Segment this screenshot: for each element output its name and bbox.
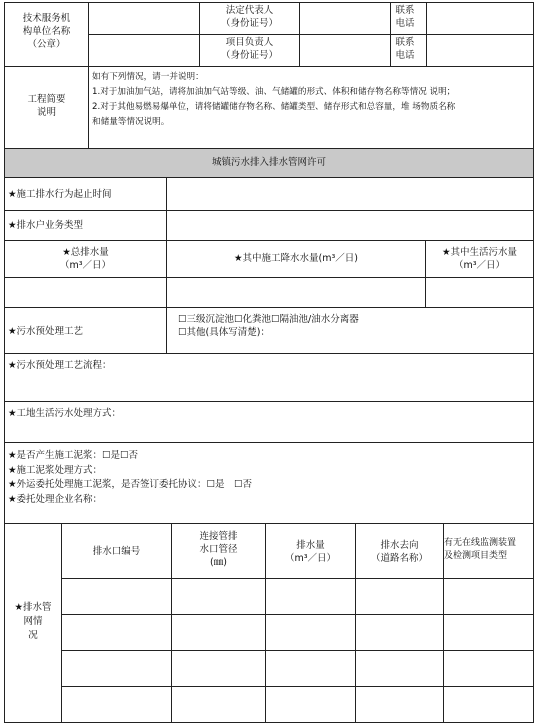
overview-label-line: 工程简要 [27, 94, 66, 105]
construction-drain-input[interactable] [166, 277, 426, 308]
table-cell[interactable] [265, 578, 356, 615]
table-cell[interactable] [265, 686, 356, 723]
overview-label-line: 说明 [36, 107, 56, 118]
contact2-line: 联系 [395, 37, 415, 48]
total-volume-line: ★总排水量 [62, 247, 109, 258]
overview-line: 如有下列情况，请一并说明： [92, 72, 204, 82]
domestic-volume-input[interactable] [425, 277, 534, 308]
header-outlet-no-label: 排水口编号 [92, 546, 141, 557]
org-name-input[interactable] [88, 2, 200, 35]
sludge-line[interactable]: ★外运委托处理施工泥浆，是否签订委托协议：☐是 ☐否 [8, 479, 253, 490]
header-volume-label [265, 539, 356, 565]
org-label [4, 12, 89, 51]
table-cell[interactable] [61, 578, 172, 615]
table-cell[interactable] [171, 578, 266, 615]
domestic-volume-line: （m³／日） [453, 260, 506, 271]
contact-line: 联系 [395, 5, 415, 16]
pm-input[interactable] [299, 34, 391, 67]
overview-line: 2.对于其他易燃易爆单位，请将储罐储存物名称、储罐类型、储存形式和总容量，堆 场物质名称 [92, 102, 456, 112]
header-monitoring-line: 有无在线监测装置 [444, 538, 517, 548]
legal-rep-input[interactable] [299, 2, 391, 35]
pm-line: 项目负责人 [225, 37, 274, 48]
table-cell[interactable] [61, 614, 172, 651]
table-cell[interactable] [61, 650, 172, 687]
header-direction-line: 排水去向 [380, 540, 419, 551]
sludge-line[interactable]: ★是否产生施工泥浆：☐是☐否 [8, 450, 139, 461]
contact-phone-input[interactable] [426, 2, 534, 35]
legal-rep-line: （身份证号） [220, 18, 278, 29]
total-volume-line: （m³／日） [59, 260, 112, 271]
total-volume-label [4, 246, 167, 272]
network-side-label [4, 601, 62, 643]
domestic-volume-line: ★其中生活污水量 [441, 247, 518, 258]
total-volume-input[interactable] [4, 277, 167, 308]
table-cell[interactable] [355, 578, 444, 615]
contact2-line: 电话 [395, 50, 415, 61]
overview-text [92, 70, 455, 130]
overview-line: 1.对于加油加气站，请将加油加气站等级、油、气储罐的形式、体积和储存物名称等情况 说明； [92, 87, 456, 97]
contact2-label [390, 36, 420, 62]
pm-line: （身份证号） [220, 50, 278, 61]
pretreatment-option-2[interactable]: ☐其他(具体写清楚)： [178, 327, 270, 338]
contact2-phone-input[interactable] [426, 34, 534, 67]
table-cell[interactable] [171, 614, 266, 651]
header-volume-line: （m³／日） [284, 553, 337, 564]
table-cell[interactable] [443, 578, 534, 615]
user-type-label: ★排水户业务类型 [8, 220, 84, 231]
table-cell[interactable] [443, 614, 534, 651]
overview-line: 和储量等情况说明。 [92, 117, 170, 127]
section-title: 城镇污水排入排水管网许可 [211, 157, 326, 168]
table-cell[interactable] [61, 686, 172, 723]
network-side-line: ★排水管 [14, 602, 52, 613]
user-type-input[interactable] [166, 210, 534, 241]
sludge-line: ★施工泥浆处理方式： [8, 464, 103, 476]
network-side-line: 况 [28, 630, 38, 641]
contact-line: 电话 [395, 18, 415, 29]
header-monitoring-line: 及检测项目类型 [444, 551, 508, 561]
legal-rep-label [199, 4, 300, 30]
legal-rep-line: 法定代表人 [225, 5, 274, 16]
table-cell[interactable] [355, 686, 444, 723]
start-time-label: ★施工排水行为起止时间 [8, 189, 112, 200]
table-cell[interactable] [443, 686, 534, 723]
header-monitoring-label [444, 537, 516, 563]
table-cell[interactable] [265, 650, 356, 687]
table-cell[interactable] [171, 686, 266, 723]
overview-label [4, 93, 89, 119]
header-pipe-line: 水口管径 [199, 544, 238, 555]
table-cell[interactable] [171, 650, 266, 687]
start-time-input[interactable] [166, 177, 534, 211]
flow-label: ★污水预处理工艺流程： [8, 360, 112, 371]
header-volume-line: 排水量 [296, 540, 325, 551]
pm-label [199, 36, 300, 62]
header-direction-line: （道路名称） [370, 553, 428, 564]
domestic-volume-label [425, 246, 534, 272]
header-pipe-line: (㎜) [210, 557, 227, 568]
org-label-line: 技术服务机 [22, 13, 71, 24]
network-side-line: 网情 [23, 616, 43, 627]
header-pipe-label [171, 530, 266, 569]
table-cell[interactable] [355, 614, 444, 651]
header-pipe-line: 连接管排 [199, 531, 238, 542]
table-cell[interactable] [265, 614, 356, 651]
pretreatment-option-1[interactable]: ☐三级沉淀池☐化粪池☐隔油池/油水分离器 [178, 314, 359, 325]
domestic-method-label: ★工地生活污水处理方式： [8, 408, 122, 419]
org-label-line: （公章） [27, 39, 66, 50]
sludge-line: ★委托处理企业名称： [8, 493, 103, 505]
table-cell[interactable] [443, 650, 534, 687]
construction-drain-label: ★其中施工降水水量(m³／日) [234, 253, 358, 264]
sludge-text [8, 449, 252, 507]
pretreatment-label: ★污水预处理工艺 [8, 326, 84, 337]
header-direction-label [355, 539, 444, 565]
contact-label [390, 4, 420, 30]
table-cell[interactable] [355, 650, 444, 687]
org-label-line: 构单位名称 [22, 26, 71, 37]
org-name-input-2[interactable] [88, 34, 200, 67]
